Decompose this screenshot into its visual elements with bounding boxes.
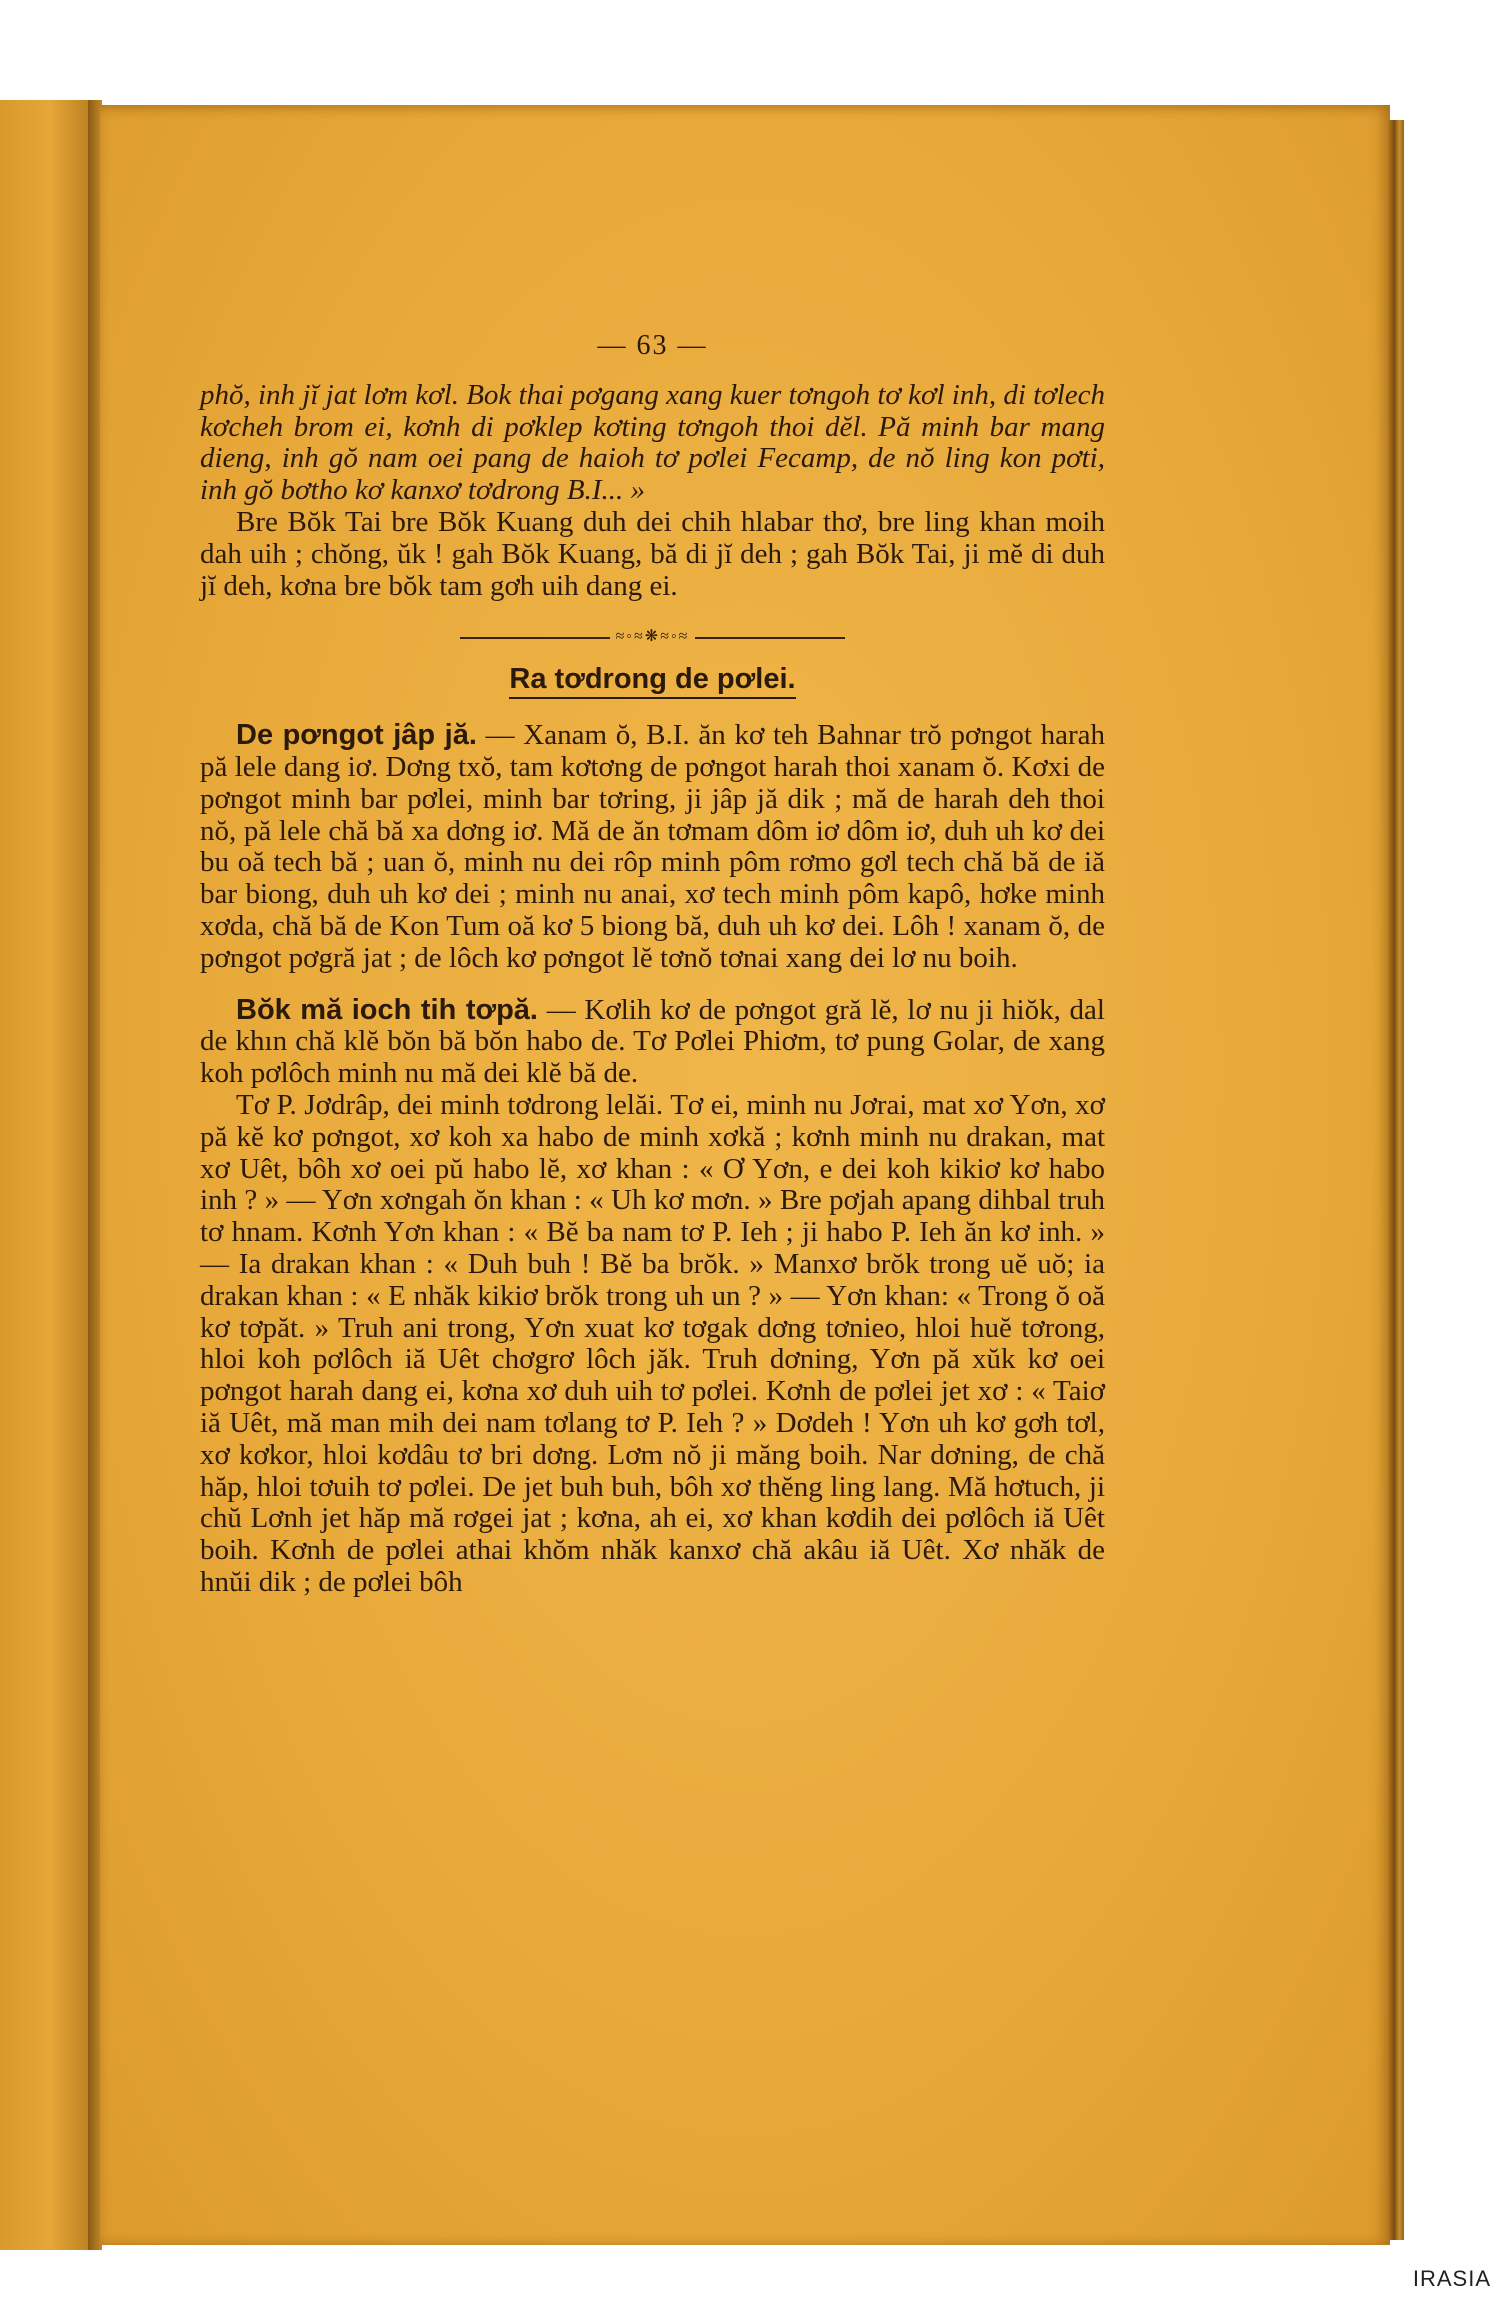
section-title xyxy=(200,664,1105,696)
page-edge xyxy=(1388,120,1404,2240)
left-page xyxy=(0,100,92,2250)
section-ornament: ≈◦≈❋≈◦≈ xyxy=(200,628,1105,646)
paragraph-story: Tơ P. Jơdrâp, dei minh tơdrong lelăi. Tơ ei, minh nu Jơrai, mat xơ Yơn, xơ pă kĕ kơ pơngot, xơ koh xa habo de minh xơkă ; kơnh minh nu drakan, mat xơ Uêt, bôh xơ oei pŭ habo lĕ, xơ khan : « Ơ Yơn, e dei koh kikiơ kơ habo inh ? » — Yơn xơngah ŏn khan : « Uh kơ mơn. » Bre pơjah apang dihbal truh tơ hnam. Kơnh Yơn khan : « Bĕ ba nam tơ P. Ieh ; ji habo P. Ieh ăn kơ inh. » — Ia drakan khan : « Duh buh ! Bĕ ba brŏk. » Manxơ brŏk trong uĕ uŏ; ia drakan khan : « E nhăk kikiơ brŏk trong uh un ? » — Yơn khan: « Trong ŏ oă kơ tơpăt. » Truh ani trong, Yơn xuat kơ tơgak dơng tơnieo, hloi huĕ tơrong, hloi koh pơlôch iă Uêt chơgrơ lôch jăk. Truh dơning, Yơn pă xŭk kơ oei pơngot harah dang ei, kơna xơ duh uih tơ pơlei. Kơnh de pơlei jet xơ : « Taiơ iă Uêt, mă man mih dei nam tơlang tơ P. Ieh ? » Dơdeh ! Yơn uh kơ gơh tơl, xơ kơkor, hloi kơdâu tơ bri dơng. Lơm nŏ ji măng boih. Nar dơning, de chă hăp, hloi tơuih tơ pơlei. De jet buh buh, bôh xơ thĕng ling lang. Mă hơtuch, ji chŭ Lơnh jet hăp mă rơgei jat ; kơna, ah ei, xơ khan kơdih dei pơlôch iă Uêt boih. Kơnh de pơlei athai khŏm nhăk kanxơ chă akâu iă Uêt. Xơ nhăk de hnŭi dik ; de pơlei bôh xyxy=(200,1088,1105,1598)
paragraph-thief-body: — Kơlih kơ de pơngot gră lĕ, lơ nu ji hiŏk, dal de khın chă klĕ bŏn bă bŏn habo de. Tơ Pơlei Phiơm, tơ pung Golar, de xang koh pơlôch minh nu mă dei klĕ bă de. xyxy=(200,993,1105,1090)
continuation-paragraph: Bre Bŏk Tai bre Bŏk Kuang duh dei chih hlabar thơ, bre ling khan moih dah uih ; chŏng, ŭk ! gah Bŏk Kuang, bă di jĭ deh ; gah Bŏk Tai, ji mĕ di duh jĭ deh, kơna bre bŏk tam gơh uih dang ei. xyxy=(200,505,1105,602)
paragraph-thief-heading: Bŏk mă ioch tih tơpă. xyxy=(236,993,538,1026)
paragraph-famine xyxy=(200,720,1105,974)
paragraph-famine-heading: De pơngot jâp jă. xyxy=(236,719,477,752)
watermark-text: IRASIA xyxy=(1412,2266,1491,2291)
page-number: — 63 — xyxy=(597,330,708,361)
paragraph-famine-body: — Xanam ŏ, B.I. ăn kơ teh Bahnar trŏ pơngot harah pă lele dang iơ. Dơng txŏ, tam kơtơng de pơngot harah thoi xanam ŏ. Kơxi de pơngot minh bar pơlei, minh bar tơring, ji jâp jă dik ; mă de harah deh thoi nŏ, pă lele chă bă xa dơng iơ. Mă de ăn tơmam dôm iơ dôm iơ, duh uh kơ dei bu oă tech bă ; uan ŏ, minh nu dei rôp minh pôm rơmo gơl tech chă bă de iă bar biong, duh uh kơ dei ; minh nu anai, xơ tech minh pôm kapô, hơke minh xơda, chă bă de Kon Tum oă kơ 5 biong bă, duh uh kơ dei. Lôh ! xanam ŏ, de pơngot pơgră jat ; de lôch kơ pơngot lĕ tơnŏ tơnai xang dei lơ nu boih. xyxy=(200,719,1105,974)
page-text xyxy=(200,330,1105,1599)
continuation-italic-paragraph: phŏ, inh jĭ jat lơm kơl. Bok thai pơgang xang kuer tơngoh tơ kơl inh, di tơlech kơcheh brom ei, kơnh di pơklep kơting tơngoh thoi dĕl. Pă minh bar mang dieng, inh gŏ nam oei pang de haioh tơ pơlei Fecamp, de nŏ ling kon pơti, inh gŏ bơtho kơ kanxơ tơdrong B.I... » xyxy=(200,378,1105,507)
section-title-text: Ra tơdrong de pơlei. xyxy=(509,663,795,699)
paragraph-thief xyxy=(200,995,1105,1090)
